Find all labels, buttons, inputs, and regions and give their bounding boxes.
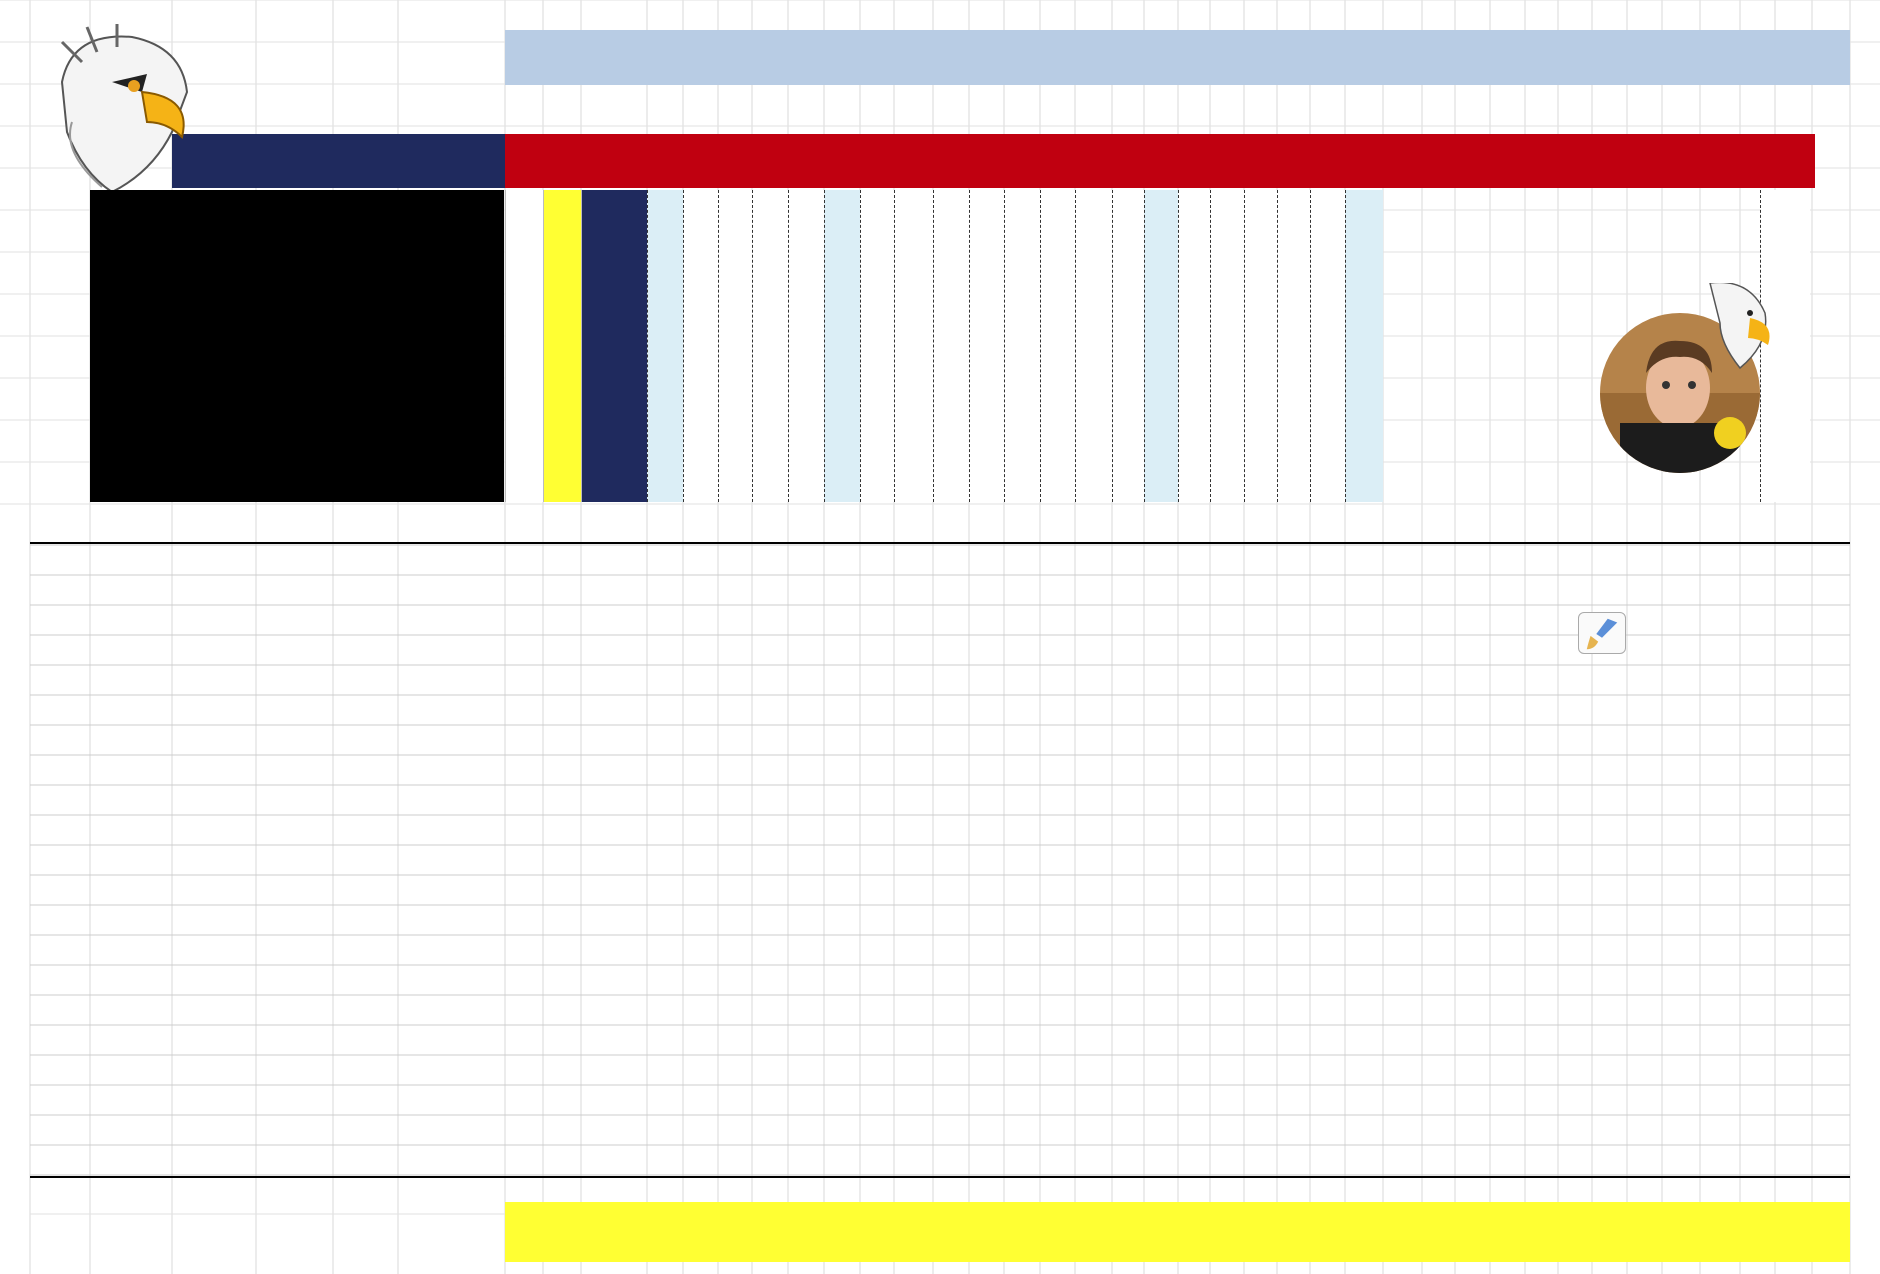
column-header (824, 190, 860, 502)
column-header (788, 190, 824, 502)
column-header (1075, 190, 1112, 502)
column-header (1277, 190, 1310, 502)
column-header (933, 190, 969, 502)
column-header (894, 190, 933, 502)
schedule-banner (505, 134, 1815, 188)
month-title-box (90, 190, 504, 502)
column-header (581, 190, 647, 502)
column-header (1004, 190, 1040, 502)
team-title (172, 134, 505, 188)
column-header (1310, 190, 1345, 502)
column-header (1178, 190, 1210, 502)
column-header (969, 190, 1004, 502)
column-header (860, 190, 894, 502)
column-header (543, 190, 581, 502)
footer-links[interactable] (505, 1202, 1850, 1262)
column-header (1112, 190, 1144, 502)
column-header (1345, 190, 1383, 502)
column-header (1040, 190, 1075, 502)
column-header (718, 190, 752, 502)
column-header (1144, 190, 1178, 502)
column-header (647, 190, 683, 502)
column-header (683, 190, 718, 502)
player-photo (1600, 283, 1770, 473)
paintbrush-icon[interactable] (1578, 612, 1626, 654)
column-header (1210, 190, 1244, 502)
column-header (1244, 190, 1277, 502)
column-header (505, 190, 543, 502)
next-training-banner (505, 30, 1850, 85)
eagle-mascot-icon (42, 22, 192, 197)
column-header (752, 190, 788, 502)
gym-open-note (505, 88, 1850, 133)
